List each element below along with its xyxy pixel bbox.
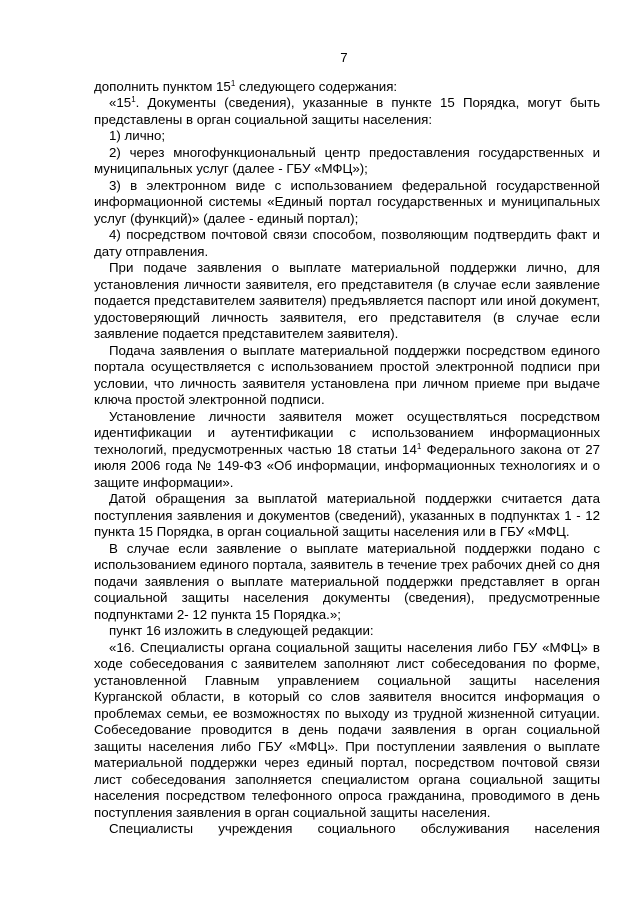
paragraph-10: Датой обращения за выплатой материальной поддержки считается дата поступления заявления и документов (сведений), указанных в подпунктах 1 - 12 пункта 15 Порядка, в орган социальной защиты населения или в ГБУ «МФЦ. <box>94 491 600 539</box>
paragraph-11: В случае если заявление о выплате материальной поддержки подано с использованием единого портала, заявитель в течение трех рабочих дней со дня подачи заявления о выплате материальной поддержки представляет в орган социальной защиты населения документы (сведения), предусмотренные подпунктами 2- 12 пункта 15 Порядка.»; <box>94 540 600 622</box>
paragraph-2-text-cont: . Документы (сведения), указанные в пункте 15 Порядка, могут быть представлены в орган социальной защиты населения: <box>94 95 600 127</box>
paragraph-13: «16. Специалисты органа социальной защиты населения либо ГБУ «МФЦ» в ходе собеседования с заявителем заполняют лист собеседования по форме, установленной Главным управлением социальной защиты населения Курганской области, в который со слов заявителя вносится информация о проблемах семьи, ее возможностях по выходу из трудной жизненной ситуации. Собеседование проводится в день подачи заявления в орган социальной защиты населения либо ГБУ «МФЦ». При поступлении заявления о выплате материальной поддержки через единый портал, посредством почтовой связи лист собеседования заполняется специалистом органа социальной защиты населения посредством телефонного опроса гражданина, проводимого в день поступления заявления в орган социальной защиты населения. <box>94 639 600 820</box>
paragraph-1 <box>94 79 600 96</box>
superscript: 1 <box>230 78 236 88</box>
paragraph-12: пункт 16 изложить в следующей редакции: <box>109 623 374 638</box>
paragraph-2-text: «15 <box>109 95 132 110</box>
paragraph-1-text: дополнить пунктом 15 <box>94 78 231 94</box>
paragraph-14: Специалисты учреждения социального обслуживания населения <box>109 821 600 836</box>
paragraph-8: Подача заявления о выплате материальной поддержки посредством единого портала осуществляется с использованием простой электронной подписи при условии, что личность заявителя установлена при личном приеме при выдаче ключа простой электронной подписи. <box>94 342 600 407</box>
paragraph-9-text: Установление личности заявителя может осуществляться посредством идентификации и аутентификации с использованием информационных технологий, предусмотренных частью 18 статьи 14 <box>94 408 600 457</box>
paragraph-9-text-cont: Федерального закона от 27 июля 2006 года № 149-ФЗ «Об информации, информационных технологиях и о защите информации». <box>94 441 600 490</box>
paragraph-7: При подаче заявления о выплате материальной поддержки лично, для установления личности заявителя, его представителя (в случае если заявление подается представителем заявителя) предъявляется паспорт или иной документ, удостоверяющий личность заявителя, его представителя (в случае если заявление подается представителем заявителя). <box>94 260 600 341</box>
paragraph-5: 3) в электронном виде с использованием федеральной государственной информационной системы «Единый портал государственных и муниципальных услуг (функций)» (далее - единый портал); <box>94 177 600 226</box>
paragraph-6: 4) посредством почтовой связи способом, позволяющим подтвердить факт и дату отправления. <box>94 227 600 259</box>
paragraph-9 <box>94 409 600 492</box>
page-number: 7 <box>340 50 348 65</box>
paragraph-1-text-cont: следующего содержания: <box>235 78 398 94</box>
paragraph-4: 2) через многофункциональный центр предоставления государственных и муниципальных услуг (далее - ГБУ «МФЦ»); <box>94 144 600 176</box>
paragraph-3: 1) лично; <box>109 128 166 143</box>
paragraph-2 <box>94 95 600 128</box>
superscript: 1 <box>416 441 422 451</box>
superscript: 1 <box>131 95 136 104</box>
